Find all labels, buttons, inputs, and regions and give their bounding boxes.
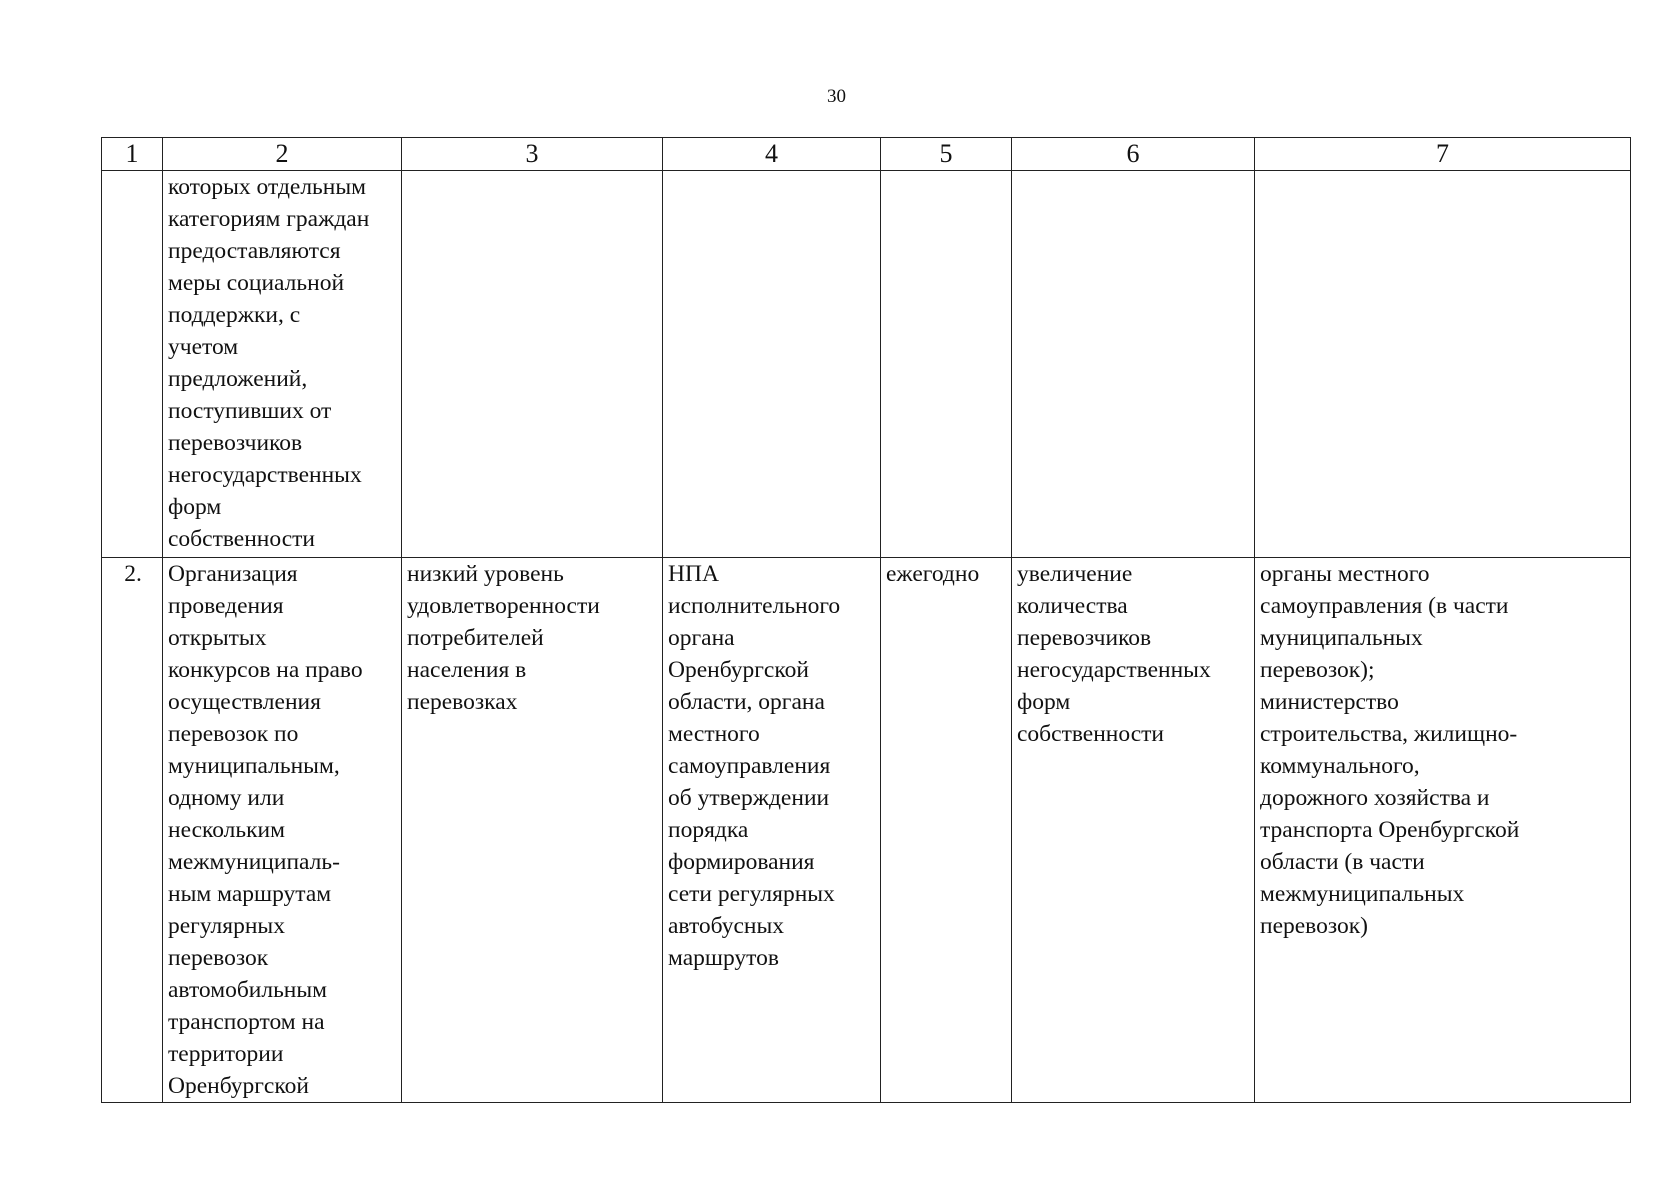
column-header: 1 bbox=[102, 138, 163, 171]
deadline-text: ежегодно bbox=[886, 561, 980, 587]
document-cell bbox=[663, 171, 881, 558]
result-cell bbox=[1012, 171, 1255, 558]
document-table bbox=[101, 137, 1631, 1103]
document-cell bbox=[663, 558, 881, 1103]
deadline-cell bbox=[881, 171, 1012, 558]
problem-cell bbox=[402, 171, 663, 558]
result-cell bbox=[1012, 558, 1255, 1103]
responsible-text: органы местного самоуправления (в части муниципальных перевозок); министерство строительства, жилищно- коммунального, дорожного хозяйства и транспорта Оренбургской области (в части межмуниципальных перевозок) bbox=[1260, 561, 1520, 939]
column-header: 7 bbox=[1255, 138, 1631, 171]
table-row bbox=[102, 171, 1631, 558]
measure-text: которых отдельным категориям граждан предоставляются меры социальной поддержки, с учетом предложений, поступивших от перевозчиков негосударственных форм собственности bbox=[168, 174, 370, 552]
column-header: 3 bbox=[402, 138, 663, 171]
deadline-cell bbox=[881, 558, 1012, 1103]
responsible-cell bbox=[1255, 558, 1631, 1103]
responsible-cell bbox=[1255, 171, 1631, 558]
column-header: 6 bbox=[1012, 138, 1255, 171]
measure-cell bbox=[163, 558, 402, 1103]
page-number: 30 bbox=[827, 86, 846, 107]
measure-cell bbox=[163, 171, 402, 558]
column-header: 2 bbox=[163, 138, 402, 171]
column-header: 5 bbox=[881, 138, 1012, 171]
row-number: 2. bbox=[124, 561, 142, 587]
document-text: НПА исполнительного органа Оренбургской области, органа местного самоуправления об утверждении порядка формирования сети регулярных автобусных маршрутов bbox=[668, 561, 841, 971]
column-header: 4 bbox=[663, 138, 881, 171]
row-number-cell bbox=[102, 558, 163, 1103]
measure-text: Организация проведения открытых конкурсов на право осуществления перевозок по муниципальным, одному или нескольким межмуниципаль- ным маршрутам регулярных перевозок автомобильным транспортом на территории Оренбургской bbox=[168, 561, 363, 1099]
table-row bbox=[102, 558, 1631, 1103]
problem-text: низкий уровень удовлетворенности потребителей населения в перевозках bbox=[407, 561, 600, 715]
result-text: увеличение количества перевозчиков негосударственных форм собственности bbox=[1017, 561, 1211, 747]
row-number-cell bbox=[102, 171, 163, 558]
problem-cell bbox=[402, 558, 663, 1103]
table-header-row bbox=[102, 138, 1631, 171]
